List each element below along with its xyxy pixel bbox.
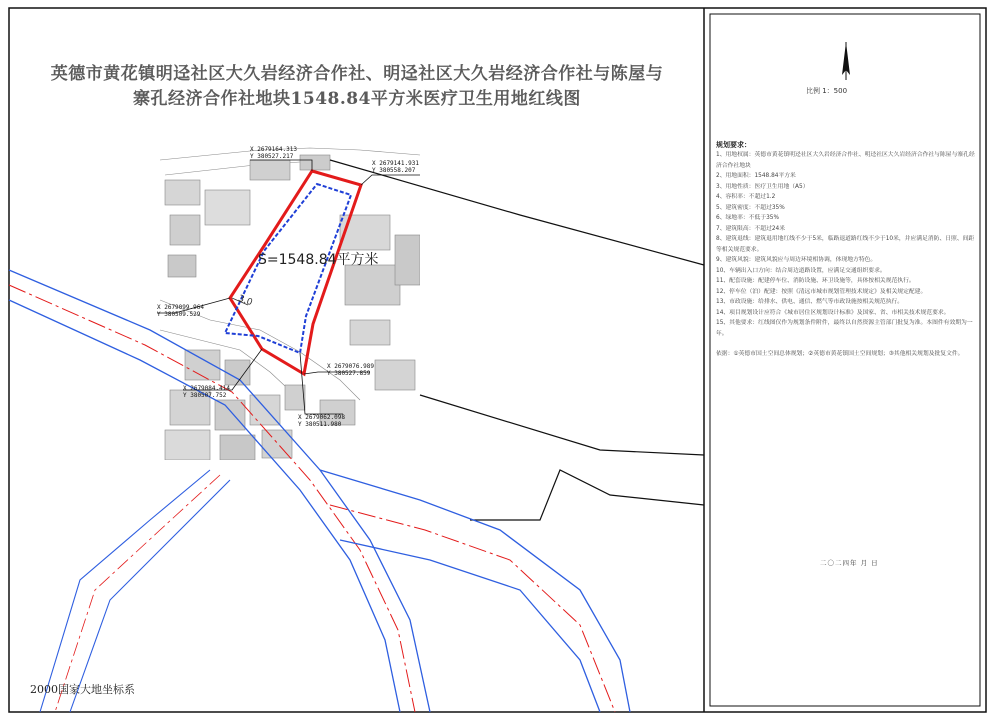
- note-item: 13、市政设施：给排水、供电、通信、燃气等市政设施按相关规范执行。: [716, 299, 904, 305]
- note-item: 2、用地面积：1548.84平方米: [716, 173, 796, 179]
- coordinate-label: X 2679084.414 Y 380507.752: [183, 385, 230, 399]
- note-item: 4、容积率：不超过1.2: [716, 194, 776, 200]
- note-item: 6、绿地率：不低于35%: [716, 215, 779, 221]
- coordinate-label: X 2679062.098 Y 380511.980: [298, 414, 345, 428]
- scale-label: 比例 1：500: [806, 87, 848, 95]
- note-item: 12、停车位（泊）配建：按照《清远市城市规划管理技术规定》及相关规定配建。: [716, 288, 927, 295]
- note-item: 1、用地权属：英德市黄花镇明迳社区大久岩经济合作社、明迳社区大久岩经济合作社与陈屋与寨孔经济合作社地块: [716, 152, 975, 169]
- area-label: S=1548.84平方米: [258, 252, 379, 268]
- planning-notes: [716, 150, 978, 360]
- note-item: 15、其他要求：红线图仅作为规划条件附件，最终以自然资源主管部门批复为准。本图件有效期为一年。: [716, 320, 973, 337]
- coordinate-system-label: 2000国家大地坐标系: [30, 683, 135, 696]
- legend-panel-border: [710, 14, 980, 706]
- map-border: [9, 8, 986, 712]
- setback-distance-label: 3.0: [236, 293, 254, 309]
- coordinate-label: X 2679141.931 Y 380558.207: [372, 160, 419, 174]
- map-title-line2: 寨孔经济合作社地块1548.84平方米医疗卫生用地红线图: [133, 89, 581, 109]
- map-date: 二〇二四年 月 日: [820, 559, 879, 567]
- note-item: 3、用地性质：医疗卫生用地（A5）: [716, 183, 809, 190]
- coordinate-label: X 2679076.989 Y 380527.859: [327, 363, 374, 377]
- note-item: 10、车辆出入口方向：结合周边道路设置，应满足交通组织要求。: [716, 267, 886, 274]
- note-item: 7、建筑限高：不超过24米: [716, 225, 786, 232]
- coordinate-label: X 2679099.964 Y 380509.529: [157, 304, 204, 318]
- note-footnote: 依据：①英德市国土空间总体规划；②英德市黄花镇国土空间规划；③其他相关规划及批复文件。: [716, 351, 964, 357]
- notes-heading: 规划要求：: [716, 141, 751, 149]
- note-item: 9、建筑风貌：建筑风貌应与周边环境相协调，体现地方特色。: [716, 257, 877, 263]
- note-item: 8、建筑退线：建筑退用地红线不少于5米，临路退道路红线不少于10米，并应满足消防、日照、间距等相关规范要求。: [716, 236, 975, 253]
- coordinate-label: X 2679164.313 Y 380527.217: [250, 146, 297, 160]
- map-title-line1: 英德市黄花镇明迳社区大久岩经济合作社、明迳社区大久岩经济合作社与陈屋与: [50, 64, 664, 84]
- road: [9, 270, 630, 712]
- north-arrow-icon: [842, 42, 850, 80]
- note-item: 14、项目规划设计应符合《城市居住区规划设计标准》及国家、省、市相关技术规范要求。: [716, 309, 950, 316]
- note-item: 11、配套设施：配建停车位、消防设施、环卫设施等，具体按相关规范执行。: [716, 278, 915, 284]
- note-item: 5、建筑密度：不超过35%: [716, 204, 785, 211]
